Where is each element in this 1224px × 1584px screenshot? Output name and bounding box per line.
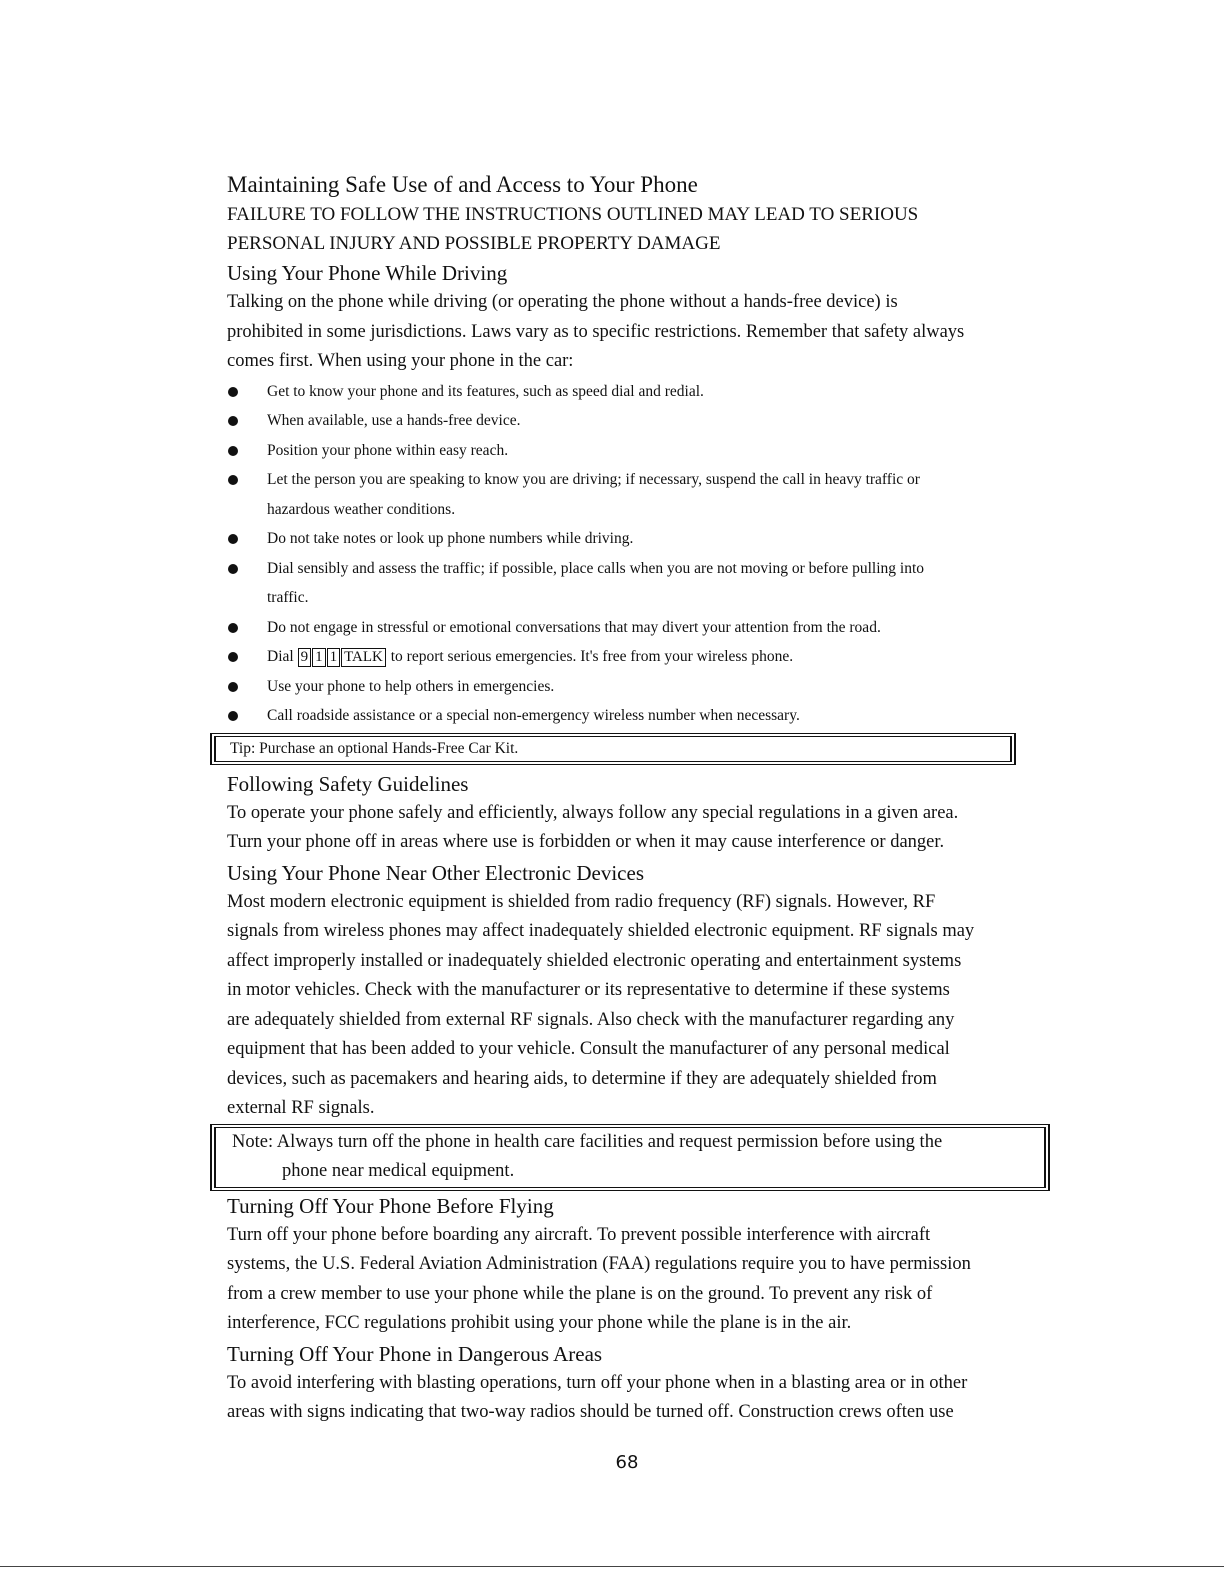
list-item xyxy=(0,554,1047,613)
paragraph-line: interference, FCC regulations prohibit using your phone while the plane is in the air. xyxy=(227,1313,852,1333)
paragraph-line: Talking on the phone while driving (or operating the phone without a hands-free device) is xyxy=(227,292,898,312)
list-item xyxy=(0,524,1047,554)
list-item xyxy=(0,377,1047,407)
paragraph-line: comes first. When using your phone in the car: xyxy=(227,351,574,371)
bullet-icon xyxy=(228,564,238,574)
list-item xyxy=(0,436,1047,466)
list-item-text: Get to know your phone and its features, such as speed dial and redial. xyxy=(267,382,704,400)
bullet-icon xyxy=(228,416,238,426)
list-item-text: Position your phone within easy reach. xyxy=(267,441,509,459)
bullet-icon xyxy=(228,446,238,456)
section-heading-electronic: Using Your Phone Near Other Electronic Devices xyxy=(227,860,644,885)
bullet-icon xyxy=(228,475,238,485)
section-heading-driving: Using Your Phone While Driving xyxy=(227,261,508,285)
section-heading-guidelines: Following Safety Guidelines xyxy=(227,771,469,796)
list-item-text: Call roadside assistance or a special non-emergency wireless number when necessary. xyxy=(267,707,800,724)
key-talk: TALK xyxy=(341,648,386,667)
paragraph-line: Turn off your phone before boarding any aircraft. To prevent possible interference with aircraft xyxy=(227,1224,931,1245)
paragraph-line: external RF signals. xyxy=(227,1098,375,1118)
list-item-text-continued: hazardous weather conditions. xyxy=(267,500,456,518)
bullet-icon xyxy=(228,387,238,397)
warning-line: FAILURE TO FOLLOW THE INSTRUCTIONS OUTLINED MAY LEAD TO SERIOUS xyxy=(227,204,919,225)
note-box xyxy=(210,1124,1050,1191)
list-item xyxy=(0,672,1047,702)
paragraph-line: devices, such as pacemakers and hearing aids, to determine if they are adequately shielded from xyxy=(227,1068,937,1089)
note-text-continued: phone near medical equipment. xyxy=(282,1161,515,1181)
warning-line: PERSONAL INJURY AND POSSIBLE PROPERTY DAMAGE xyxy=(227,233,721,254)
key-1: 1 xyxy=(327,648,341,667)
list-item-dial-911 xyxy=(0,642,1047,672)
paragraph-line: To avoid interfering with blasting operations, turn off your phone when in a blasting area or in other xyxy=(227,1372,968,1393)
bullet-icon xyxy=(228,534,238,544)
list-item xyxy=(0,701,1047,731)
list-item-text: When available, use a hands-free device. xyxy=(267,412,521,429)
paragraph-line: To operate your phone safely and efficiently, always follow any special regulations in a given area. xyxy=(227,802,959,823)
list-item-text: Let the person you are speaking to know you are driving; if necessary, suspend the call in heavy traffic or xyxy=(267,471,920,488)
list-item-text: Dial sensibly and assess the traffic; if possible, place calls when you are not moving or before pulling into xyxy=(267,559,925,577)
note-text: Note: Always turn off the phone in health care facilities and request permission before using the xyxy=(232,1131,943,1152)
bottom-divider xyxy=(0,1566,1224,1567)
paragraph-line: Most modern electronic equipment is shielded from radio frequency (RF) signals. However, RF xyxy=(227,891,936,912)
bullet-icon xyxy=(228,623,238,633)
list-item xyxy=(0,465,1047,524)
key-1: 1 xyxy=(312,648,326,667)
paragraph-line: prohibited in some jurisdictions. Laws vary as to specific restrictions. Remember that safety always xyxy=(227,321,965,342)
bullet-icon xyxy=(228,652,238,662)
paragraph-line: areas with signs indicating that two-way radios should be turned off. Construction crews often use xyxy=(227,1402,954,1422)
bullet-icon xyxy=(228,711,238,721)
paragraph-line: Turn your phone off in areas where use is forbidden or when it may cause interference or danger. xyxy=(227,832,945,852)
paragraph-line: systems, the U.S. Federal Aviation Administration (FAA) regulations require you to have permission xyxy=(227,1254,971,1274)
page-title: Maintaining Safe Use of and Access to Your Phone xyxy=(227,172,698,197)
tip-text: Tip: Purchase an optional Hands-Free Car Kit. xyxy=(230,739,519,757)
paragraph-line: signals from wireless phones may affect inadequately shielded electronic equipment. RF signals may xyxy=(227,921,975,941)
tip-box xyxy=(210,733,1016,765)
list-item-text: Do not take notes or look up phone numbers while driving. xyxy=(267,530,634,547)
paragraph-line: equipment that has been added to your vehicle. Consult the manufacturer of any personal medical xyxy=(227,1039,950,1059)
list-item xyxy=(0,406,1047,436)
paragraph-line: are adequately shielded from external RF signals. Also check with the manufacturer regarding any xyxy=(227,1009,955,1030)
list-item-text: Do not engage in stressful or emotional conversations that may divert your attention from the road. xyxy=(267,618,881,636)
section-heading-flying: Turning Off Your Phone Before Flying xyxy=(227,1193,554,1218)
key-9: 9 xyxy=(298,648,312,667)
driving-bullet-list xyxy=(0,377,1047,731)
list-item-text-continued: traffic. xyxy=(267,589,309,606)
bullet-icon xyxy=(228,682,238,692)
paragraph-line: in motor vehicles. Check with the manufacturer or its representative to determine if these systems xyxy=(227,980,950,1000)
paragraph-line: affect improperly installed or inadequately shielded electronic operating and entertainment systems xyxy=(227,950,962,971)
page-number: 68 xyxy=(615,1452,639,1473)
page-content xyxy=(227,170,1047,1428)
section-heading-dangerous: Turning Off Your Phone in Dangerous Areas xyxy=(227,1341,603,1366)
paragraph-line: from a crew member to use your phone while the plane is on the ground. To prevent any risk of xyxy=(227,1283,933,1304)
list-item-text: Use your phone to help others in emergencies. xyxy=(267,677,555,695)
list-item xyxy=(0,613,1047,643)
dial-suffix: to report serious emergencies. It's free from your wireless phone. xyxy=(390,648,794,665)
dial-prefix: Dial xyxy=(267,648,294,665)
